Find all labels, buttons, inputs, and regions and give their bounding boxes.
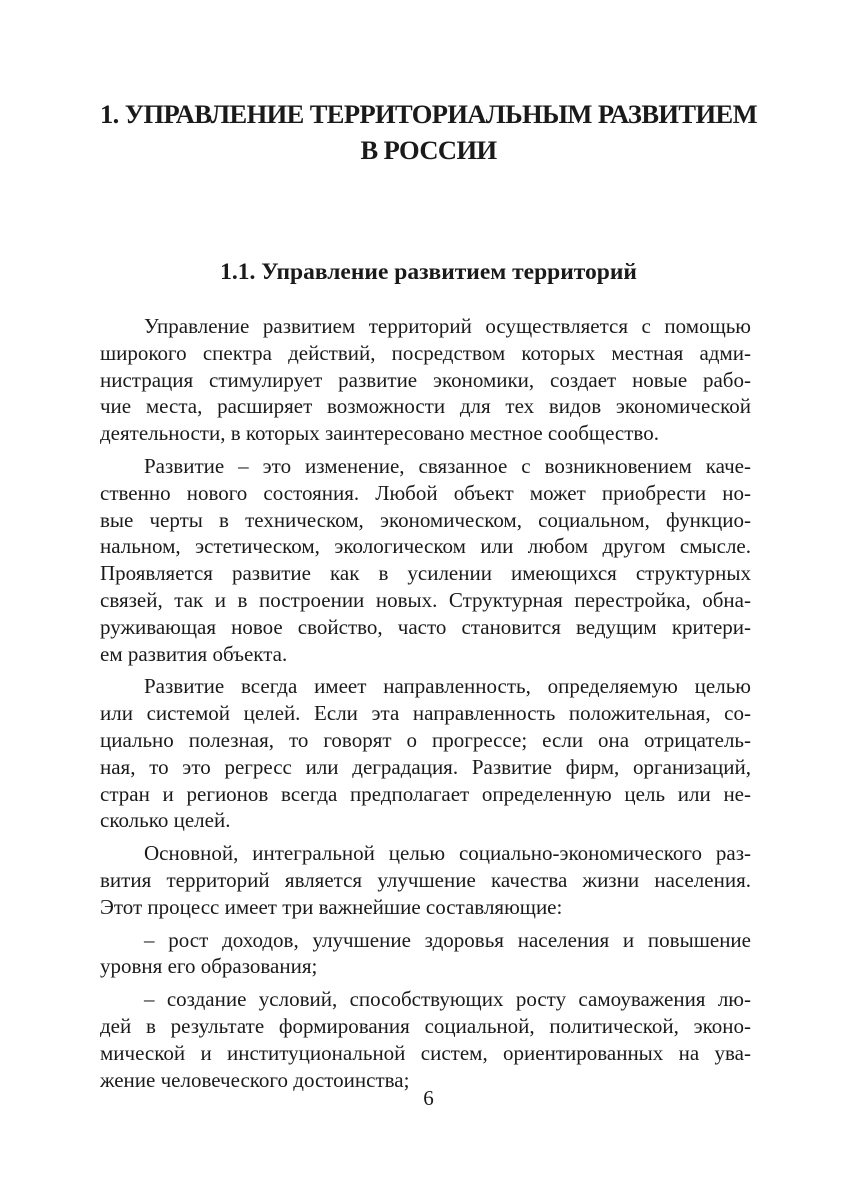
text-line: Проявляется развитие как в усилении имеющихся структурных (100, 561, 751, 586)
text-line: вые черты в техническом, экономическом, социальном, функцио- (100, 507, 751, 532)
text-line: ственно нового состояния. Любой объект может приобрести но- (100, 480, 751, 505)
text-line: широкого спектра действий, посредством которых местная адми- (100, 340, 751, 365)
chapter-title-line-2: В РОССИИ (360, 135, 497, 165)
chapter-title (100, 96, 757, 168)
text-line: Управление развитием территорий осуществляется с помощью (144, 314, 751, 338)
body-text (100, 313, 751, 1093)
section-title: 1.1. Управление развитием территорий (220, 259, 637, 285)
text-line: чие места, расширяет возможности для тех видов экономической (100, 394, 751, 419)
list-item (100, 927, 751, 981)
text-line: Основной, интегральной целью социально-экономического раз- (144, 841, 751, 866)
text-line: мической и институциональной систем, ориентированных на ува- (100, 1040, 751, 1065)
text-line: или системой целей. Если эта направленность положительная, со- (100, 701, 751, 726)
list-item (100, 986, 751, 1093)
text-line: руживающая новое свойство, часто становится ведущим критери- (100, 614, 751, 639)
text-line: нистрация стимулирует развитие экономики, создает новые рабо- (100, 367, 751, 392)
chapter-title-line-1: 1. УПРАВЛЕНИЕ ТЕРРИТОРИАЛЬНЫМ РАЗВИТИЕМ (100, 99, 757, 129)
text-line: дей в результате формирования социальной, политической, эконо- (100, 1013, 751, 1038)
text-line: жение человеческого достоинства; (100, 1067, 410, 1092)
page-number: 6 (423, 1086, 434, 1110)
text-line: нальном, эстетическом, экологическом или любом другом смысле. (100, 534, 751, 559)
text-line: деятельности, в которых заинтересовано местное сообщество. (100, 421, 659, 446)
text-line: Развитие – это изменение, связанное с возникновением каче- (144, 453, 751, 478)
text-line: ем развития объекта. (100, 641, 288, 666)
text-line: уровня его образования; (100, 954, 318, 979)
text-line: ная, то это регресс или деградация. Развитие фирм, организаций, (100, 754, 751, 779)
paragraph (100, 313, 751, 447)
text-line: вития территорий является улучшение качества жизни населения. (100, 867, 751, 892)
text-line: Развитие всегда имеет направленность, определяемую целью (144, 674, 751, 699)
text-line: стран и регионов всегда предполагает определенную цель или не- (100, 781, 751, 806)
paragraph (100, 840, 751, 920)
paragraph (100, 453, 751, 667)
text-line: Этот процесс имеет три важнейшие составляющие: (100, 894, 563, 919)
text-line: – создание условий, способствующих росту самоуважения лю- (144, 987, 751, 1012)
text-line: сколько целей. (100, 808, 231, 833)
text-line: – рост доходов, улучшение здоровья населения и повышение (144, 927, 751, 952)
text-line: связей, так и в построении новых. Структурная перестройка, обна- (100, 587, 751, 612)
text-line: циально полезная, то говорят о прогрессе; если она отрицатель- (100, 727, 751, 752)
paragraph (100, 673, 751, 834)
